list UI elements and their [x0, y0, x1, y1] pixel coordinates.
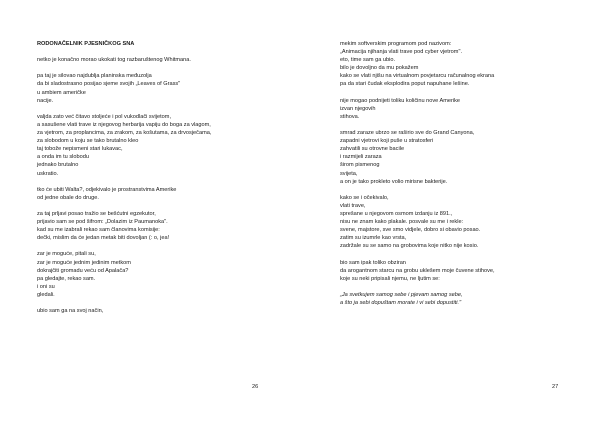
- poem-line: bilo je dovoljno da mu pokažem: [340, 65, 419, 72]
- poem-line: svijeta,: [340, 170, 358, 177]
- poem-line: nacije.: [37, 97, 54, 104]
- poem-line: kako se i očekivalo,: [340, 194, 389, 201]
- poem-line: zatim su izumrle kao vrsta,: [340, 235, 407, 242]
- poem-line: eto, time sam ga ubio.: [340, 57, 396, 64]
- poem-line: vlati trave,: [340, 202, 366, 209]
- poem-line: i razmijeli zaraza: [340, 154, 382, 161]
- poem-line: za taj prljavi posao tražio se bešćutni egzekutor,: [37, 210, 156, 217]
- poem-line: mekim softverskim programom pod nazivom:: [340, 41, 452, 47]
- poem-line: ubio sam ga na svoj način,: [37, 308, 104, 315]
- poem-line: koje su neki pripisali njemu, ne ljutim se:: [340, 275, 440, 282]
- poem-line: jednako brutalno: [37, 162, 79, 169]
- poem-line: izvan njegovih: [340, 105, 376, 112]
- poem-line: pa gledajte, rekao sam.: [37, 275, 96, 282]
- poem-line: dečki, mislim da će jedan metak biti dovoljan (: o, jea!: [37, 235, 170, 242]
- poem-line: zar je moguće, pitali su,: [37, 251, 96, 258]
- poem-line: a onda im tu slobodu: [37, 154, 89, 161]
- poem-title: RODONAČELNIK PJESNIČKOG SNA: [37, 41, 135, 47]
- poem-line: pa taj je silovao najdublja planinska međuzolja: [37, 73, 152, 80]
- poem-line: za vjetrom, za proplancima, za zrakom, za košutama, za drvosječama,: [37, 130, 212, 137]
- poem-line: prijavio sam se pod šifrom: „Dolazim iz Paumanoka".: [37, 219, 168, 226]
- poem-line: zahvatili su otrovne bacile: [340, 146, 405, 153]
- poem-line: a sasušene vlati trave iz njegovog herbarija vapiju do boga za vlagom,: [37, 121, 211, 128]
- poem-line: kako se vlati njišu na virtualnom povjetarcu računalnog ekrana: [340, 73, 495, 80]
- poem-line: nije mogao podnijeti toliku količinu nove Amerike: [340, 97, 461, 104]
- poem-line: širom pismenog: [340, 162, 380, 169]
- page-number-right: 27: [552, 384, 559, 390]
- poem-line: da bi sladostrasno posijao sjeme svojih „Leaves of Grass": [37, 81, 181, 88]
- poem-line: pa da stari čudak eksplodira poput napuhane lešine.: [340, 81, 470, 88]
- poem-line: a on je tako prokleto volio mirisne bakterije.: [340, 178, 448, 185]
- poem-line: „Animacija njihanja vlati trave pod cyber vjetrom".: [340, 49, 462, 56]
- closing-quote-line: a što ja sebi dopuštam morate i vi sebi dopustiti.": [340, 300, 462, 306]
- page-number-left: 26: [252, 384, 259, 390]
- poem-line: i oni su: [37, 283, 55, 290]
- poem-line: sprešane u njegovom osmom izdanju iz 891.,: [340, 210, 453, 217]
- poem-line: nisu ne znam kako plakale. posvale su me i rekle:: [340, 219, 464, 226]
- poem-line: da arogantnom starcu na grobu uklešem moje čuvene stihove,: [340, 267, 495, 274]
- poem-line: kad su me izabrali rekao sam članovima komisije:: [37, 227, 160, 234]
- closing-quote-line: „Ja svetkujem samog sebe i pjevam samog sebe,: [340, 291, 463, 298]
- poem-line: tko će ubiti Walta?, odjekivalo je prostranstvima Amerike: [37, 186, 177, 193]
- poem-line: dokrajčiti gromadu veću od Apalača?: [37, 267, 129, 274]
- poem-line: gledali.: [37, 291, 55, 298]
- poem-line: zar je moguće jednim jedinim metkom: [37, 259, 131, 266]
- poem-line: netko je konačno morao ukokati tog razbaruštenog Whitmana.: [37, 57, 191, 64]
- poem-line: stihova.: [340, 113, 360, 120]
- left-text-column: [37, 40, 211, 315]
- poem-line: od jedne obale do druge.: [37, 194, 99, 201]
- poem-line: u ambiem američke: [37, 89, 86, 96]
- poem-line: za slobodom u koju se tako brutalno kleo: [37, 138, 139, 145]
- poem-line: taj tobože nepismeni stari lukavac,: [37, 146, 123, 153]
- poem-line: zapadni vjetrovi koji puše u stratosferi: [340, 138, 434, 145]
- poem-line: uskratio.: [37, 170, 59, 177]
- poem-line: smrad zaraze ubrzo se raširio sve do Grand Canyona,: [340, 130, 475, 137]
- right-text-column: [340, 40, 495, 307]
- right-page: [300, 0, 600, 423]
- poem-line: valjda zato već čitavo stoljeće i pol vukodlači svijetom,: [37, 113, 172, 120]
- poem-line: bio sam ipak toliko obziran: [340, 259, 406, 266]
- poem-line: zadržale su se samo na grobovima koje nitko nije kosio.: [340, 243, 479, 250]
- poem-line: svene, majstore, sve smo vidjele, dobro si obavio posao.: [340, 227, 481, 234]
